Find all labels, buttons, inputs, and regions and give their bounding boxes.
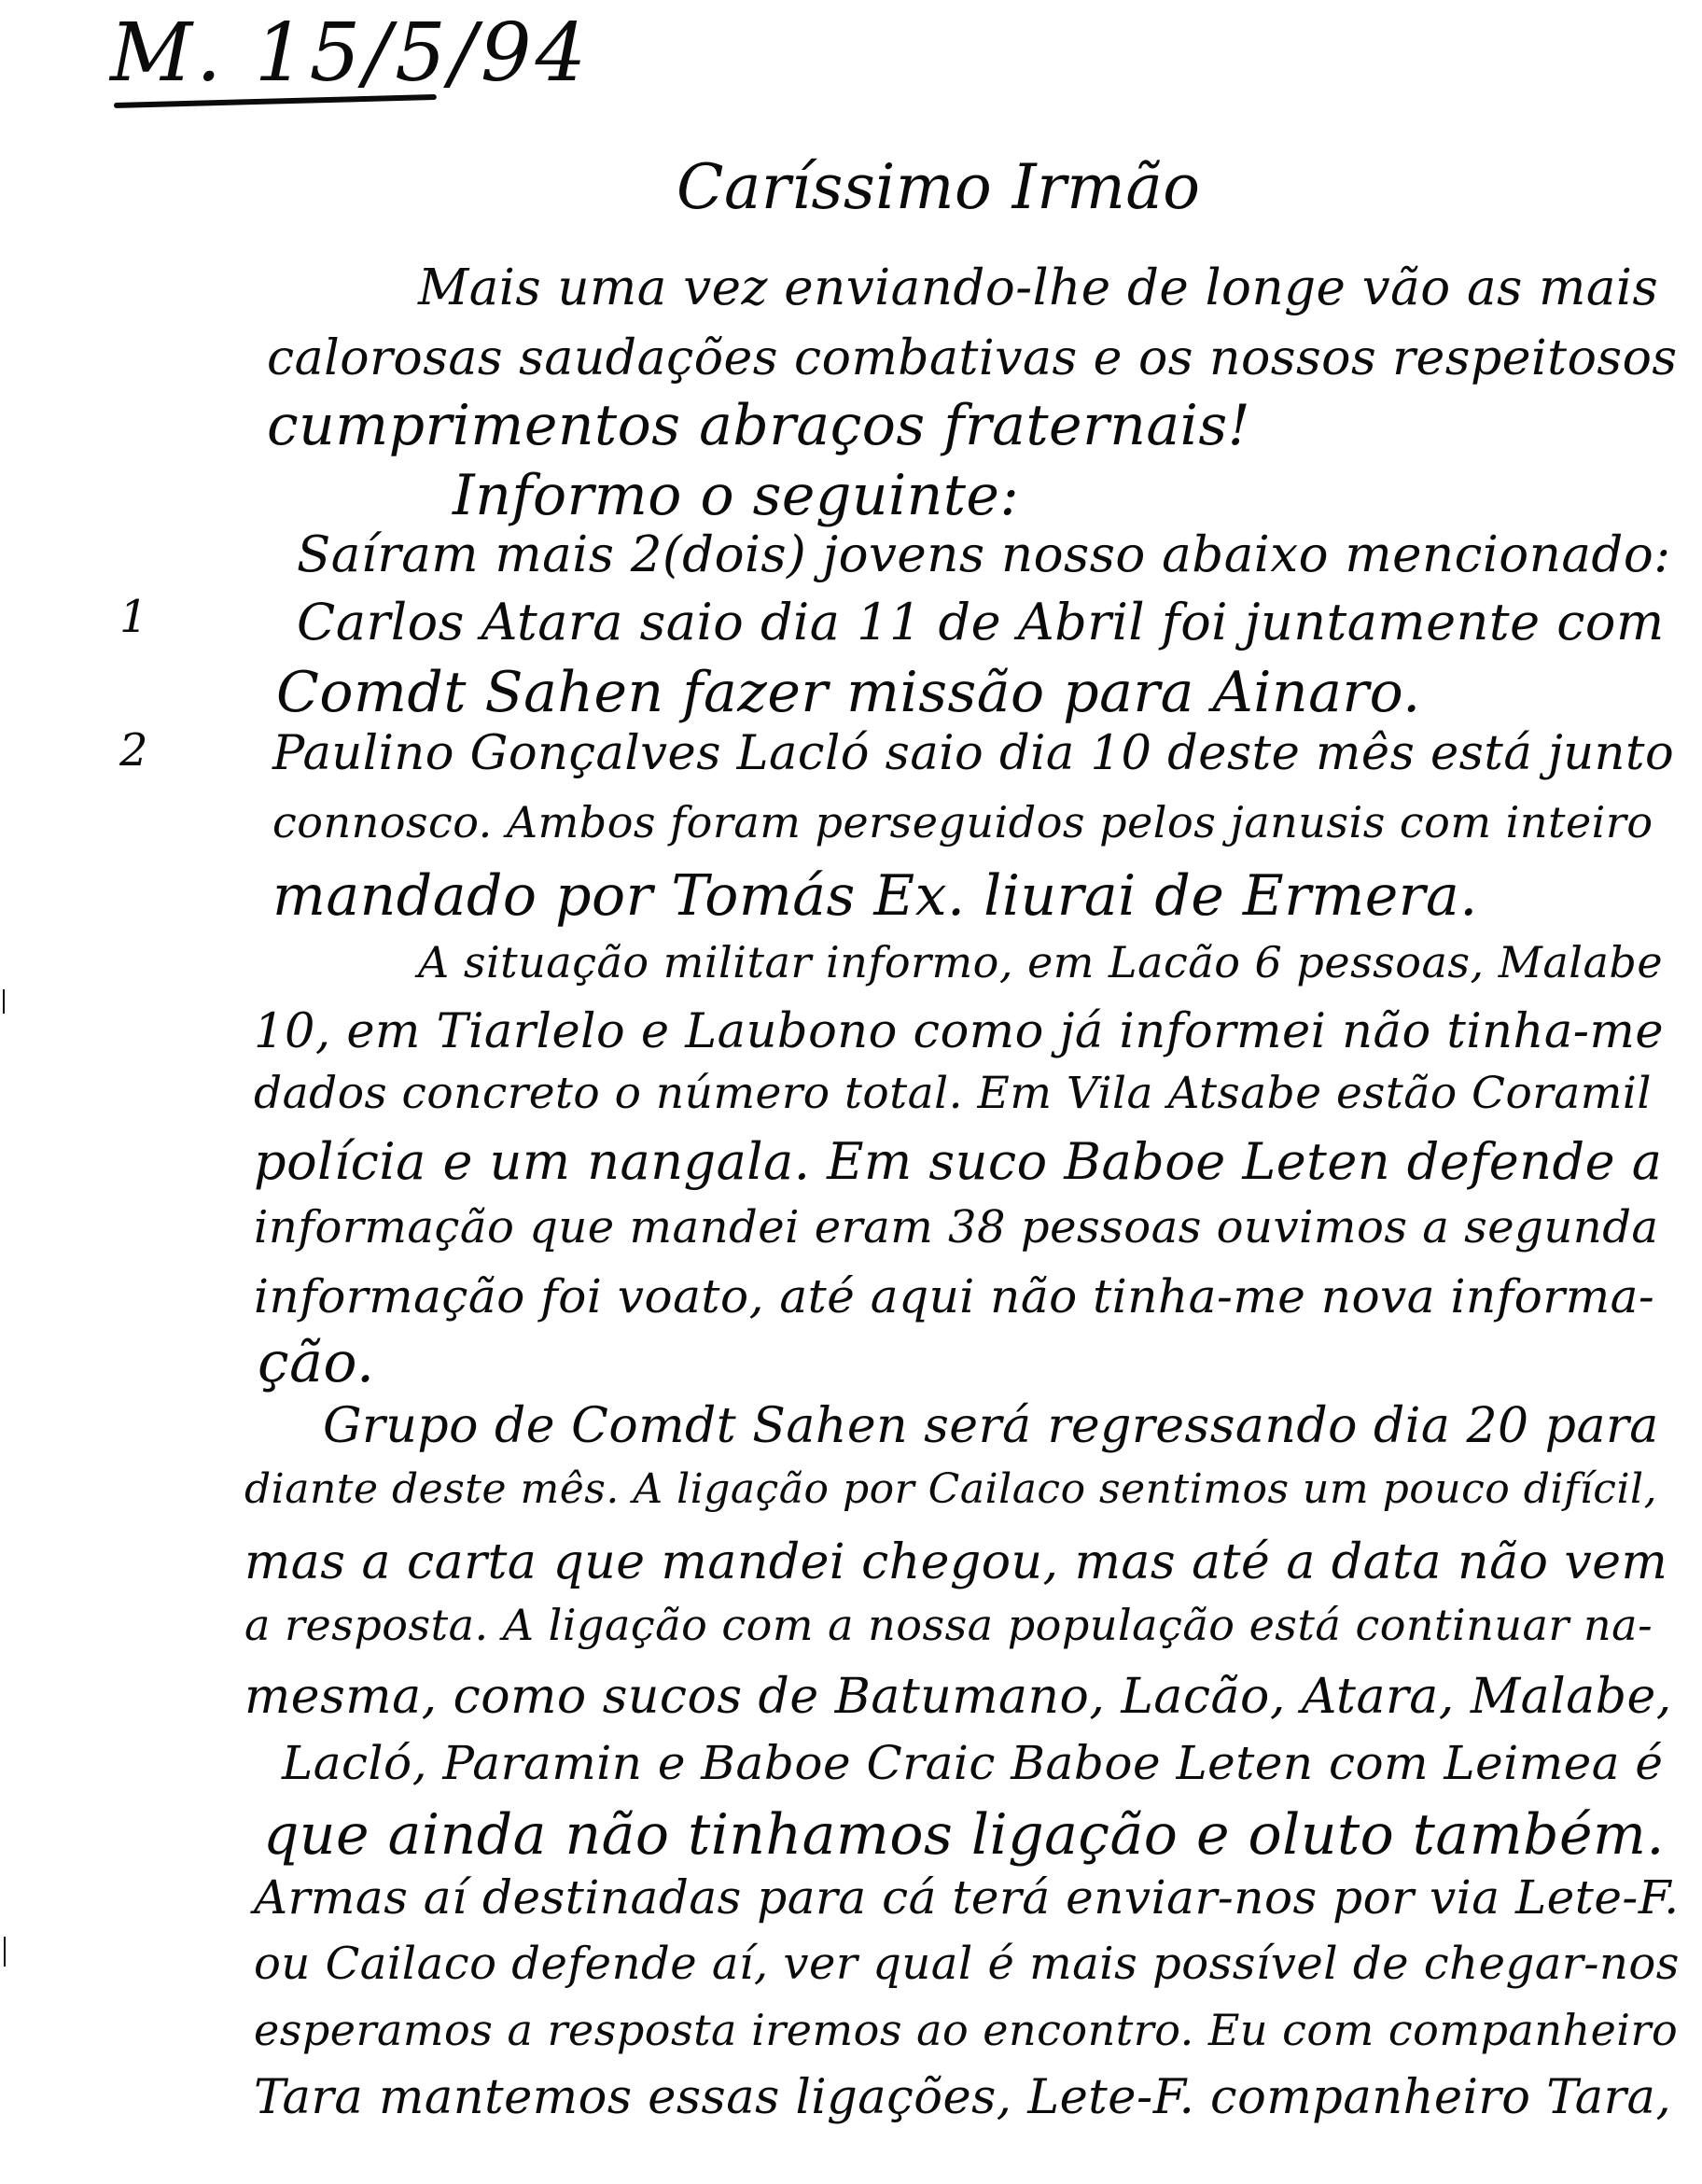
letter-line: informação foi voato, até aqui não tinha-me nova informa- [254, 1269, 1655, 1323]
margin-number-2: 2 [119, 724, 148, 777]
letter-line: Armas aí destinadas para cá terá enviar-nos por via Lete-F. [254, 1870, 1680, 1925]
letter-line: que ainda não tinhamos ligação e oluto também. [263, 1802, 1665, 1868]
letter-line: ção. [258, 1330, 375, 1395]
left-edge-mark [3, 989, 5, 1014]
letter-line: dados concreto o número total. Em Vila Atsabe estão Coramil [254, 1068, 1652, 1119]
letter-line: mas a carta que mandei chegou, mas até a data não vem [244, 1534, 1668, 1590]
letter-line: connosco. Ambos foram perseguidos pelos janusis com inteiro [272, 797, 1653, 847]
letter-line: mesma, como sucos de Batumano, Lacão, Atara, Malabe, [244, 1669, 1672, 1725]
left-edge-mark-lower [4, 1937, 6, 1967]
letter-line: Comdt Sahen fazer missão para Ainaro. [276, 660, 1421, 725]
letter-line: A situação militar informo, em Lacão 6 pessoas, Malabe [418, 937, 1664, 987]
letter-line: informação que mandei eram 38 pessoas ouvimos a segunda [254, 1201, 1659, 1253]
letter-line: ou Cailaco defende aí, ver qual é mais possível de chegar-nos [254, 1938, 1680, 1990]
letter-line: diante deste mês. A ligação por Cailaco sentimos um pouco difícil, [244, 1465, 1658, 1513]
letter-date: M. 15/5/94 [110, 7, 591, 100]
letter-line: Lacló, Paramin e Baboe Craic Baboe Leten com Leimea é [282, 1736, 1664, 1790]
letter-line: Saíram mais 2(dois) jovens nosso abaixo mencionado: [297, 526, 1671, 583]
salutation: Caríssimo Irmão [677, 151, 1201, 223]
letter-line: Mais uma vez enviando-lhe de longe vão as mais [418, 259, 1659, 316]
letter-line: Carlos Atara saio dia 11 de Abril foi juntamente com [297, 593, 1665, 651]
letter-line: 10, em Tiarlelo e Laubono como já informei não tinha-me [254, 1004, 1665, 1059]
letter-line: a resposta. A ligação com a nossa população está continuar na- [244, 1600, 1653, 1650]
letter-line: Informo o seguinte: [453, 463, 1020, 528]
margin-number-1: 1 [119, 591, 148, 643]
letter-line: Tara mantemos essas ligações, Lete-F. companheiro Tara, [254, 2070, 1672, 2125]
letter-line: cumprimentos abraços fraternais! [267, 393, 1251, 458]
letter-line: Grupo de Comdt Sahen será regressando dia 20 para [323, 1398, 1659, 1454]
letter-line: Paulino Gonçalves Lacló saio dia 10 deste mês está junto [272, 726, 1675, 781]
letter-line: esperamos a resposta iremos ao encontro. Eu com companheiro [254, 2005, 1679, 2055]
letter-line: polícia e um nangala. Em suco Baboe Leten defende a [254, 1132, 1663, 1191]
letter-line: calorosas saudações combativas e os nossos respeitosos [267, 330, 1678, 386]
letter-line: mandado por Tomás Ex. liurai de Ermera. [272, 863, 1478, 929]
